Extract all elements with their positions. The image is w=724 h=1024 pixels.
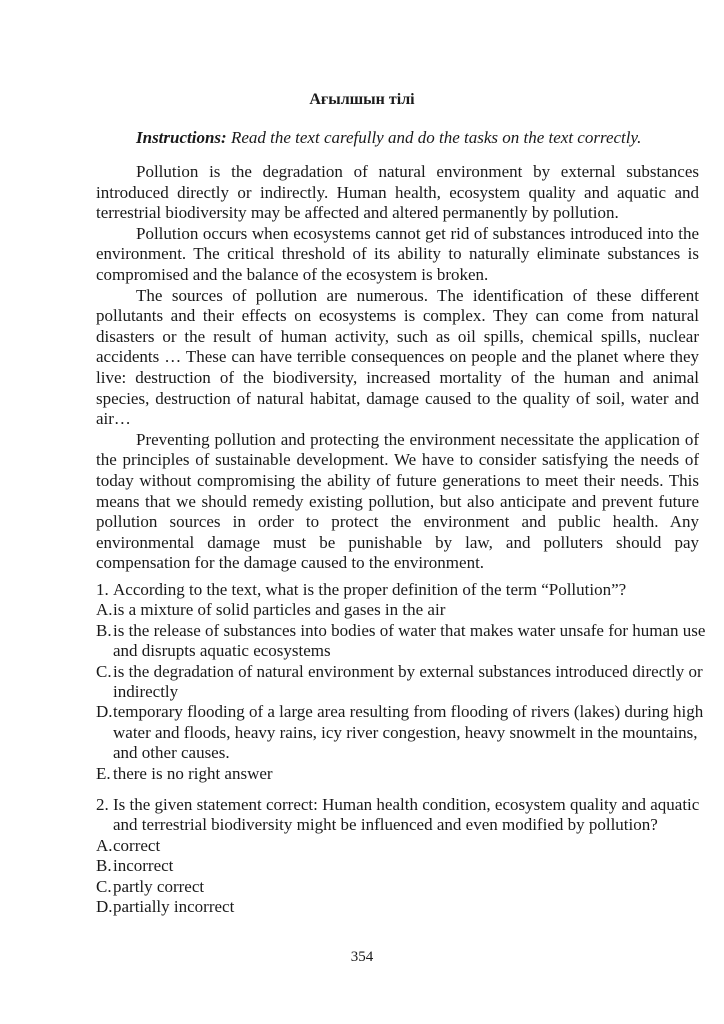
- option-text: temporary flooding of a large area resulting from flooding of rivers (lakes) during high water and floods, heavy rains, icy river congestion, heavy snowmelt in the mountains, and other causes.: [113, 702, 704, 763]
- page-title: Ағылшын тілі: [309, 91, 415, 108]
- answer-option-d[interactable]: [96, 702, 706, 763]
- option-text: partly correct: [113, 876, 205, 896]
- option-text: partially incorrect: [113, 897, 235, 917]
- option-label: B.: [96, 620, 112, 640]
- instructions-label: Instructions:: [136, 128, 227, 147]
- option-label: C.: [96, 876, 112, 896]
- page-number: 354: [350, 949, 374, 965]
- answer-option-c[interactable]: [96, 662, 706, 703]
- answer-option-b[interactable]: [96, 621, 706, 662]
- option-label: E.: [96, 763, 111, 783]
- question-1: [96, 580, 706, 784]
- question-text: Is the given statement correct: Human health condition, ecosystem quality and aquatic and terrestrial biodiversity might be influenced and even modified by pollution?: [113, 795, 700, 835]
- answer-option-a[interactable]: [96, 600, 706, 620]
- question-number: 2.: [96, 795, 109, 814]
- option-label: C.: [96, 661, 112, 681]
- passage-paragraph: Pollution is the degradation of natural environment by external substances introduced directly or indirectly. Human health, ecosystem quality and aquatic and terrestrial biodiversity may be affected and altered permanently by pollution.: [96, 162, 699, 223]
- question-stem: [96, 795, 706, 836]
- passage-paragraph: Pollution occurs when ecosystems cannot get rid of substances introduced into the environment. The critical threshold of its ability to naturally eliminate substances is compromised and the balance of the ecosystem is broken.: [96, 223, 699, 284]
- instructions-text: Read the text carefully and do the tasks on the text correctly.: [226, 128, 642, 147]
- option-text: correct: [113, 835, 161, 855]
- answer-option-c[interactable]: [96, 877, 706, 897]
- option-label: D.: [96, 702, 113, 722]
- instructions: [136, 128, 641, 148]
- option-text: there is no right answer: [113, 763, 273, 783]
- option-text: is a mixture of solid particles and gases in the air: [113, 600, 446, 620]
- option-label: D.: [96, 897, 113, 917]
- passage-paragraph: The sources of pollution are numerous. The identification of these different pollutants and their effects on ecosystems is complex. They can come from natural disasters or the result of human activity, such as oil spills, chemical spills, nuclear accidents … These can have terrible consequences on people and the planet where they live: destruction of the biodiversity, increased mortality of the human and animal species, destruction of natural habitat, damage caused to the quality of soil, water and air…: [96, 285, 699, 429]
- option-label: A.: [96, 835, 113, 855]
- answer-option-d[interactable]: [96, 897, 706, 917]
- question-number: 1.: [96, 580, 109, 599]
- reading-passage: [96, 162, 699, 574]
- answer-option-b[interactable]: [96, 856, 706, 876]
- option-label: A.: [96, 600, 113, 620]
- passage-paragraph: Preventing pollution and protecting the environment necessitate the application of the principles of sustainable development. We have to consider satisfying the needs of today without compromising the ability of future generations to meet their needs. This means that we should remedy existing pollution, but also anticipate and prevent future pollution sources in order to protect the environment and public health. Any environmental damage must be punishable by law, and polluters should pay compensation for the damage caused to the environment.: [96, 429, 699, 573]
- option-text: is the release of substances into bodies of water that makes water unsafe for human use and disrupts aquatic ecosystems: [113, 620, 706, 661]
- option-label: B.: [96, 856, 112, 876]
- question-text: According to the text, what is the proper definition of the term “Pollution”?: [113, 580, 627, 599]
- option-text: is the degradation of natural environment by external substances introduced directly or indirectly: [113, 661, 703, 702]
- answer-option-a[interactable]: [96, 836, 706, 856]
- question-stem: [96, 580, 706, 600]
- answer-option-e[interactable]: [96, 764, 706, 784]
- question-2: [96, 795, 706, 917]
- option-text: incorrect: [113, 856, 174, 876]
